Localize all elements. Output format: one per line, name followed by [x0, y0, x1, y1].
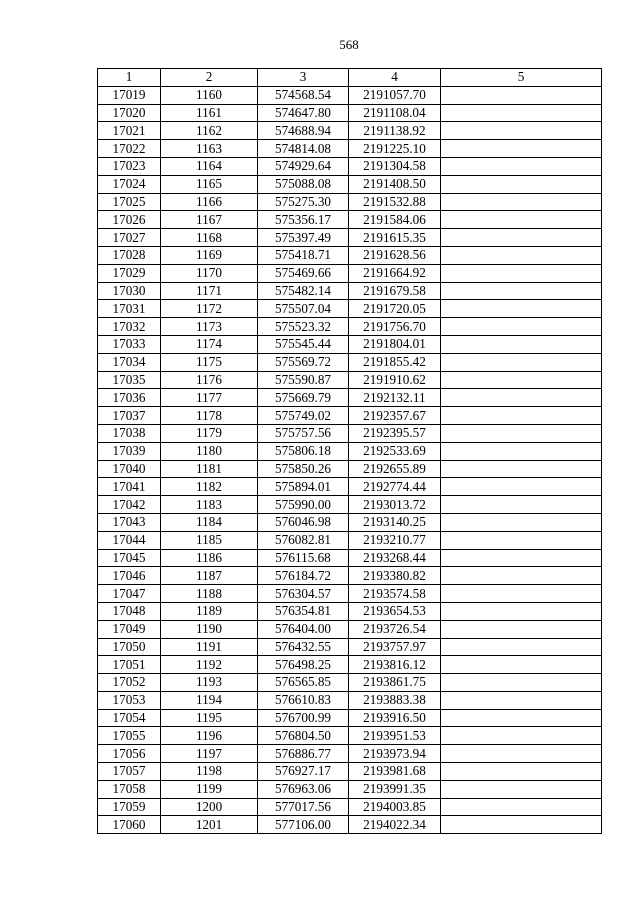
- table-cell-col-1: 17055: [98, 727, 161, 745]
- table-cell-col-3: 576963.06: [258, 780, 349, 798]
- table-cell-col-4: 2194022.34: [349, 816, 441, 834]
- table-cell-col-5: [441, 371, 602, 389]
- table-cell-col-2: 1162: [161, 122, 258, 140]
- table-cell-col-3: 576115.68: [258, 549, 349, 567]
- table-cell-col-3: 575990.00: [258, 496, 349, 514]
- table-row: [98, 567, 602, 585]
- table-cell-col-5: [441, 353, 602, 371]
- table-cell-col-5: [441, 798, 602, 816]
- table-cell-col-5: [441, 193, 602, 211]
- table-cell-col-3: 575590.87: [258, 371, 349, 389]
- table-cell-col-1: 17038: [98, 424, 161, 442]
- table-cell-col-2: 1179: [161, 424, 258, 442]
- table-cell-col-3: 575469.66: [258, 264, 349, 282]
- table-cell-col-3: 574647.80: [258, 104, 349, 122]
- table-cell-col-5: [441, 389, 602, 407]
- table-cell-col-5: [441, 282, 602, 300]
- table-cell-col-4: 2192132.11: [349, 389, 441, 407]
- table-cell-col-4: 2191664.92: [349, 264, 441, 282]
- table-cell-col-3: 576700.99: [258, 709, 349, 727]
- table-cell-col-5: [441, 478, 602, 496]
- table-cell-col-4: 2193816.12: [349, 656, 441, 674]
- table-cell-col-4: 2193981.68: [349, 763, 441, 781]
- table-cell-col-4: 2193013.72: [349, 496, 441, 514]
- table-cell-col-5: [441, 531, 602, 549]
- table-cell-col-3: 575669.79: [258, 389, 349, 407]
- table-cell-col-5: [441, 727, 602, 745]
- table-cell-col-2: 1189: [161, 602, 258, 620]
- table-cell-col-2: 1197: [161, 745, 258, 763]
- table-cell-col-4: 2192655.89: [349, 460, 441, 478]
- table-row: [98, 816, 602, 834]
- table-row: [98, 745, 602, 763]
- table-row: [98, 780, 602, 798]
- table-cell-col-5: [441, 86, 602, 104]
- table-cell-col-1: 17020: [98, 104, 161, 122]
- table-cell-col-3: 575806.18: [258, 442, 349, 460]
- table-cell-col-4: 2191615.35: [349, 229, 441, 247]
- table-row: [98, 709, 602, 727]
- table-cell-col-4: 2192395.57: [349, 424, 441, 442]
- table-cell-col-3: 575418.71: [258, 246, 349, 264]
- table-cell-col-1: 17053: [98, 691, 161, 709]
- table-row: [98, 318, 602, 336]
- table-cell-col-2: 1165: [161, 175, 258, 193]
- table-cell-col-1: 17030: [98, 282, 161, 300]
- table-cell-col-1: 17029: [98, 264, 161, 282]
- table-header-row: [98, 69, 602, 87]
- table-cell-col-2: 1190: [161, 620, 258, 638]
- table-cell-col-5: [441, 549, 602, 567]
- table-cell-col-2: 1178: [161, 407, 258, 425]
- table-cell-col-1: 17058: [98, 780, 161, 798]
- table-cell-col-1: 17036: [98, 389, 161, 407]
- table-row: [98, 513, 602, 531]
- table-cell-col-5: [441, 567, 602, 585]
- table-cell-col-2: 1160: [161, 86, 258, 104]
- table-cell-col-3: 576432.55: [258, 638, 349, 656]
- table-cell-col-2: 1167: [161, 211, 258, 229]
- table-cell-col-3: 575356.17: [258, 211, 349, 229]
- table-cell-col-1: 17048: [98, 602, 161, 620]
- table-row: [98, 442, 602, 460]
- table-cell-col-5: [441, 513, 602, 531]
- table-cell-col-1: 17051: [98, 656, 161, 674]
- table-row: [98, 335, 602, 353]
- table-row: [98, 638, 602, 656]
- table-row: [98, 371, 602, 389]
- table-cell-col-5: [441, 496, 602, 514]
- table-cell-col-1: 17057: [98, 763, 161, 781]
- table-row: [98, 549, 602, 567]
- table-cell-col-3: 575894.01: [258, 478, 349, 496]
- table-cell-col-3: 574814.08: [258, 140, 349, 158]
- table-cell-col-2: 1182: [161, 478, 258, 496]
- table-cell-col-2: 1170: [161, 264, 258, 282]
- table-row: [98, 140, 602, 158]
- table-cell-col-4: 2192533.69: [349, 442, 441, 460]
- table-cell-col-3: 576565.85: [258, 674, 349, 692]
- table-cell-col-5: [441, 780, 602, 798]
- table-cell-col-3: 575749.02: [258, 407, 349, 425]
- table-cell-col-4: 2193574.58: [349, 585, 441, 603]
- table-cell-col-2: 1173: [161, 318, 258, 336]
- column-header-3: 3: [258, 69, 349, 87]
- table-cell-col-1: 17054: [98, 709, 161, 727]
- table-cell-col-4: 2193861.75: [349, 674, 441, 692]
- table-cell-col-5: [441, 335, 602, 353]
- table-cell-col-5: [441, 620, 602, 638]
- table-cell-col-4: 2191057.70: [349, 86, 441, 104]
- table-row: [98, 193, 602, 211]
- table-cell-col-2: 1195: [161, 709, 258, 727]
- table-cell-col-5: [441, 246, 602, 264]
- table-cell-col-1: 17047: [98, 585, 161, 603]
- table-cell-col-1: 17043: [98, 513, 161, 531]
- table-cell-col-2: 1177: [161, 389, 258, 407]
- table-cell-col-4: 2193973.94: [349, 745, 441, 763]
- table-row: [98, 122, 602, 140]
- table-cell-col-2: 1192: [161, 656, 258, 674]
- table-cell-col-3: 576804.50: [258, 727, 349, 745]
- table-cell-col-4: 2192774.44: [349, 478, 441, 496]
- table-row: [98, 656, 602, 674]
- table-row: [98, 300, 602, 318]
- table-cell-col-5: [441, 300, 602, 318]
- table-row: [98, 407, 602, 425]
- table-cell-col-2: 1180: [161, 442, 258, 460]
- table-cell-col-4: 2193991.35: [349, 780, 441, 798]
- table-cell-col-2: 1169: [161, 246, 258, 264]
- table-cell-col-4: 2194003.85: [349, 798, 441, 816]
- table-cell-col-5: [441, 104, 602, 122]
- table-cell-col-4: 2191584.06: [349, 211, 441, 229]
- table-cell-col-1: 17019: [98, 86, 161, 104]
- table-cell-col-2: 1175: [161, 353, 258, 371]
- table-cell-col-5: [441, 318, 602, 336]
- column-header-5: 5: [441, 69, 602, 87]
- table-cell-col-5: [441, 656, 602, 674]
- table-cell-col-2: 1187: [161, 567, 258, 585]
- table-cell-col-4: 2192357.67: [349, 407, 441, 425]
- table-cell-col-2: 1201: [161, 816, 258, 834]
- table-cell-col-4: 2193883.38: [349, 691, 441, 709]
- table-row: [98, 246, 602, 264]
- table-cell-col-4: 2193916.50: [349, 709, 441, 727]
- table-cell-col-3: 575523.32: [258, 318, 349, 336]
- table-cell-col-4: 2191408.50: [349, 175, 441, 193]
- table-cell-col-2: 1166: [161, 193, 258, 211]
- table-cell-col-5: [441, 229, 602, 247]
- table-row: [98, 157, 602, 175]
- table-cell-col-4: 2191910.62: [349, 371, 441, 389]
- table-cell-col-2: 1168: [161, 229, 258, 247]
- table-cell-col-1: 17041: [98, 478, 161, 496]
- table-cell-col-1: 17044: [98, 531, 161, 549]
- table-cell-col-2: 1171: [161, 282, 258, 300]
- table-cell-col-1: 17037: [98, 407, 161, 425]
- table-cell-col-5: [441, 122, 602, 140]
- table-cell-col-2: 1176: [161, 371, 258, 389]
- table-cell-col-3: 576610.83: [258, 691, 349, 709]
- table-cell-col-4: 2191532.88: [349, 193, 441, 211]
- table-cell-col-4: 2193210.77: [349, 531, 441, 549]
- table-cell-col-4: 2193726.54: [349, 620, 441, 638]
- table-cell-col-1: 17060: [98, 816, 161, 834]
- table-cell-col-3: 575088.08: [258, 175, 349, 193]
- table-cell-col-5: [441, 709, 602, 727]
- table-row: [98, 86, 602, 104]
- table-cell-col-3: 576927.17: [258, 763, 349, 781]
- table-cell-col-4: 2191720.05: [349, 300, 441, 318]
- column-header-2: 2: [161, 69, 258, 87]
- table-cell-col-2: 1183: [161, 496, 258, 514]
- table-cell-col-1: 17027: [98, 229, 161, 247]
- table-cell-col-1: 17056: [98, 745, 161, 763]
- table-row: [98, 531, 602, 549]
- table-cell-col-2: 1161: [161, 104, 258, 122]
- table-cell-col-5: [441, 585, 602, 603]
- table-row: [98, 264, 602, 282]
- table-cell-col-1: 17052: [98, 674, 161, 692]
- table-cell-col-2: 1194: [161, 691, 258, 709]
- table-cell-col-3: 576082.81: [258, 531, 349, 549]
- table-row: [98, 691, 602, 709]
- table-row: [98, 585, 602, 603]
- table-cell-col-5: [441, 460, 602, 478]
- table-row: [98, 175, 602, 193]
- table-cell-col-1: 17026: [98, 211, 161, 229]
- table-cell-col-4: 2191225.10: [349, 140, 441, 158]
- table-cell-col-3: 577106.00: [258, 816, 349, 834]
- table-cell-col-5: [441, 691, 602, 709]
- table-cell-col-4: 2193380.82: [349, 567, 441, 585]
- table-cell-col-1: 17046: [98, 567, 161, 585]
- table-cell-col-3: 575850.26: [258, 460, 349, 478]
- table-cell-col-1: 17025: [98, 193, 161, 211]
- table-row: [98, 602, 602, 620]
- table-cell-col-1: 17034: [98, 353, 161, 371]
- table-cell-col-2: 1196: [161, 727, 258, 745]
- table-cell-col-3: 575482.14: [258, 282, 349, 300]
- table-cell-col-3: 575545.44: [258, 335, 349, 353]
- table-cell-col-5: [441, 442, 602, 460]
- table-cell-col-3: 576404.00: [258, 620, 349, 638]
- table-cell-col-5: [441, 745, 602, 763]
- table-cell-col-3: 576046.98: [258, 513, 349, 531]
- table-cell-col-1: 17022: [98, 140, 161, 158]
- table-cell-col-1: 17024: [98, 175, 161, 193]
- table-cell-col-3: 574929.64: [258, 157, 349, 175]
- table-cell-col-2: 1181: [161, 460, 258, 478]
- table-cell-col-1: 17040: [98, 460, 161, 478]
- table-cell-col-5: [441, 140, 602, 158]
- table-cell-col-3: 575569.72: [258, 353, 349, 371]
- table-cell-col-1: 17033: [98, 335, 161, 353]
- table-cell-col-1: 17045: [98, 549, 161, 567]
- table-row: [98, 496, 602, 514]
- table-cell-col-2: 1188: [161, 585, 258, 603]
- table-cell-col-4: 2193268.44: [349, 549, 441, 567]
- table-cell-col-4: 2193951.53: [349, 727, 441, 745]
- table-cell-col-2: 1199: [161, 780, 258, 798]
- table-cell-col-3: 575275.30: [258, 193, 349, 211]
- table-cell-col-1: 17028: [98, 246, 161, 264]
- table-cell-col-3: 574688.94: [258, 122, 349, 140]
- table-row: [98, 478, 602, 496]
- table-cell-col-2: 1172: [161, 300, 258, 318]
- table-row: [98, 620, 602, 638]
- table-cell-col-3: 576304.57: [258, 585, 349, 603]
- table-cell-col-4: 2191138.92: [349, 122, 441, 140]
- table-cell-col-1: 17031: [98, 300, 161, 318]
- table-cell-col-3: 575397.49: [258, 229, 349, 247]
- table-cell-col-1: 17039: [98, 442, 161, 460]
- table-cell-col-4: 2193757.97: [349, 638, 441, 656]
- table-cell-col-3: 575507.04: [258, 300, 349, 318]
- table-cell-col-2: 1174: [161, 335, 258, 353]
- table-cell-col-4: 2191108.04: [349, 104, 441, 122]
- table-body: [98, 86, 602, 833]
- table-cell-col-5: [441, 763, 602, 781]
- table-cell-col-1: 17035: [98, 371, 161, 389]
- table-cell-col-2: 1191: [161, 638, 258, 656]
- column-header-4: 4: [349, 69, 441, 87]
- table-cell-col-5: [441, 264, 602, 282]
- table-cell-col-1: 17023: [98, 157, 161, 175]
- table-cell-col-2: 1198: [161, 763, 258, 781]
- table-cell-col-4: 2191804.01: [349, 335, 441, 353]
- table-cell-col-4: 2191855.42: [349, 353, 441, 371]
- table-cell-col-3: 577017.56: [258, 798, 349, 816]
- table-row: [98, 763, 602, 781]
- table-row: [98, 104, 602, 122]
- coordinates-table: [97, 68, 602, 834]
- table-row: [98, 229, 602, 247]
- table-cell-col-3: 576886.77: [258, 745, 349, 763]
- table-cell-col-5: [441, 424, 602, 442]
- table-cell-col-1: 17059: [98, 798, 161, 816]
- table-cell-col-5: [441, 175, 602, 193]
- table-cell-col-3: 574568.54: [258, 86, 349, 104]
- table-cell-col-4: 2193654.53: [349, 602, 441, 620]
- table-cell-col-1: 17021: [98, 122, 161, 140]
- table-cell-col-5: [441, 602, 602, 620]
- table-cell-col-5: [441, 816, 602, 834]
- page-number: 568: [339, 37, 359, 52]
- table-cell-col-1: 17049: [98, 620, 161, 638]
- table-cell-col-4: 2191679.58: [349, 282, 441, 300]
- table-row: [98, 389, 602, 407]
- table-cell-col-3: 576184.72: [258, 567, 349, 585]
- table-row: [98, 798, 602, 816]
- table-row: [98, 424, 602, 442]
- table-cell-col-2: 1193: [161, 674, 258, 692]
- table-cell-col-3: 576498.25: [258, 656, 349, 674]
- table-row: [98, 353, 602, 371]
- column-header-1: 1: [98, 69, 161, 87]
- table-cell-col-2: 1164: [161, 157, 258, 175]
- table-cell-col-4: 2191628.56: [349, 246, 441, 264]
- table-cell-col-3: 575757.56: [258, 424, 349, 442]
- table-cell-col-2: 1163: [161, 140, 258, 158]
- table-cell-col-1: 17050: [98, 638, 161, 656]
- table-cell-col-4: 2191304.58: [349, 157, 441, 175]
- table-cell-col-5: [441, 407, 602, 425]
- table-cell-col-4: 2191756.70: [349, 318, 441, 336]
- table-cell-col-1: 17032: [98, 318, 161, 336]
- table-row: [98, 460, 602, 478]
- table-cell-col-5: [441, 211, 602, 229]
- table-cell-col-2: 1185: [161, 531, 258, 549]
- table-row: [98, 282, 602, 300]
- table-cell-col-3: 576354.81: [258, 602, 349, 620]
- table-cell-col-2: 1186: [161, 549, 258, 567]
- table-cell-col-5: [441, 674, 602, 692]
- table-row: [98, 674, 602, 692]
- table-cell-col-4: 2193140.25: [349, 513, 441, 531]
- table-cell-col-5: [441, 638, 602, 656]
- table-cell-col-2: 1200: [161, 798, 258, 816]
- table-row: [98, 211, 602, 229]
- table-cell-col-1: 17042: [98, 496, 161, 514]
- table-row: [98, 727, 602, 745]
- table-cell-col-5: [441, 157, 602, 175]
- table-cell-col-2: 1184: [161, 513, 258, 531]
